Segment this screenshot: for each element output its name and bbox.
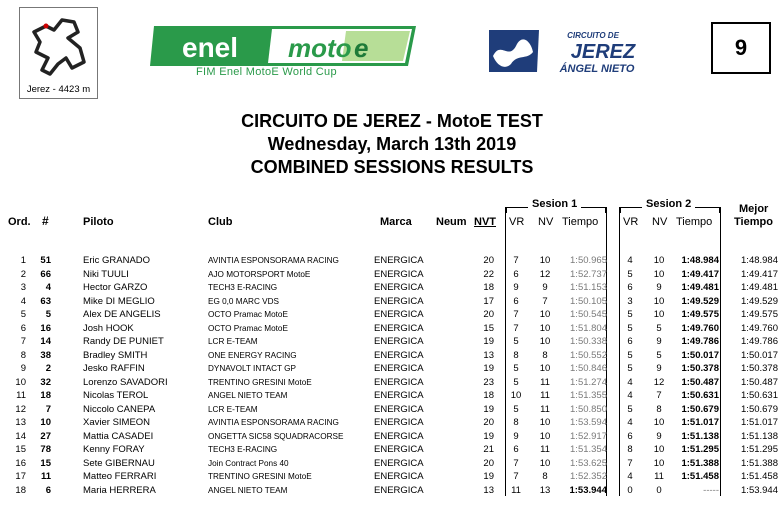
cell-t2: 1:49.481 (681, 282, 719, 293)
cell-nv2: 10 (653, 444, 665, 455)
cell-nvt: 23 (483, 376, 494, 388)
cell-t1: 1:53.594 (570, 417, 607, 428)
col-ord: Ord. (8, 216, 31, 228)
cell-club: LCR E-TEAM (208, 404, 258, 414)
cell-t1: 1:51.355 (570, 390, 607, 401)
cell-vr1: 7 (513, 457, 519, 469)
cell-vr1: 6 (513, 268, 519, 280)
cell-num: 27 (40, 430, 51, 442)
cell-t2: 1:49.575 (681, 309, 719, 320)
cell-nv2: 9 (656, 363, 662, 374)
cell-ord: 3 (20, 282, 26, 293)
cell-num: 38 (40, 349, 51, 361)
cell-ord: 13 (15, 417, 26, 428)
cell-nv1: 11 (540, 376, 550, 388)
cell-piloto: Bradley SMITH (83, 349, 148, 361)
cell-piloto: Matteo FERRARI (83, 471, 157, 482)
cell-t2: 1:50.487 (681, 376, 719, 388)
cell-nv2: 9 (656, 282, 662, 293)
table-row (0, 404, 784, 416)
cell-nvt: 15 (483, 322, 494, 334)
table-row (0, 377, 784, 389)
cell-best: 1:51.138 (741, 430, 778, 442)
cell-t1: 1:50.552 (570, 349, 607, 361)
cell-nv1: 10 (539, 336, 551, 347)
cell-t1: 1:50.338 (570, 336, 607, 347)
cell-vr1: 11 (511, 484, 521, 496)
cell-vr2: 4 (627, 471, 633, 482)
session1-title: Sesion 1 (528, 198, 581, 210)
cell-num: 16 (40, 322, 51, 334)
cell-num: 18 (40, 390, 51, 401)
track-map-box (19, 7, 98, 99)
cell-vr1: 7 (513, 309, 519, 320)
cell-nvt: 18 (483, 390, 494, 401)
cell-vr1: 10 (510, 390, 522, 401)
cell-best: 1:48.984 (741, 255, 778, 266)
cell-club: DYNAVOLT INTACT GP (208, 364, 296, 373)
table-row (0, 471, 784, 483)
table-row (0, 296, 784, 308)
cell-piloto: Niki TUULI (83, 268, 129, 280)
cell-vr2: 4 (627, 376, 633, 388)
cell-nv2: 9 (656, 430, 662, 442)
cell-piloto: Alex DE ANGELIS (83, 309, 161, 320)
cell-t2: 1:49.417 (681, 268, 719, 280)
cell-t1: 1:51.804 (570, 322, 607, 334)
cell-marca: ENERGICA (374, 295, 424, 307)
cell-piloto: Jesko RAFFIN (83, 363, 145, 374)
cell-t2: 1:50.631 (681, 390, 719, 401)
cell-ord: 9 (20, 363, 26, 374)
cell-nv2: 10 (653, 417, 665, 428)
cell-vr1: 5 (513, 363, 519, 374)
cell-num: 78 (40, 444, 51, 455)
col-num: # (42, 214, 49, 228)
cell-t2: 1:51.388 (681, 457, 719, 469)
cell-marca: ENERGICA (374, 322, 424, 334)
table-row (0, 363, 784, 375)
cell-nv2: 5 (656, 349, 662, 361)
table-row (0, 323, 784, 335)
title-line-1: CIRCUITO DE JEREZ - MotoE TEST (241, 111, 543, 131)
cell-best: 1:49.529 (741, 295, 778, 307)
cell-t2: 1:50.017 (681, 349, 719, 361)
cell-club: AJO MOTORSPORT MotoE (208, 269, 311, 279)
cell-num: 32 (40, 376, 51, 388)
cell-vr2: 6 (627, 430, 633, 442)
circuit-small-text: CIRCUITO DE (567, 31, 619, 40)
table-row (0, 350, 784, 362)
cell-vr2: 5 (627, 403, 633, 415)
table-row (0, 485, 784, 497)
cell-t2: 1:51.458 (681, 471, 719, 482)
cell-marca: ENERGICA (374, 336, 424, 347)
cell-vr2: 4 (627, 417, 633, 428)
cell-num: 6 (45, 484, 51, 496)
cell-nv2: 10 (653, 268, 665, 280)
cell-vr1: 9 (513, 282, 519, 293)
cell-vr1: 5 (513, 336, 519, 347)
cell-ord: 18 (15, 484, 26, 496)
cell-num: 63 (40, 295, 51, 307)
cell-num: 66 (40, 268, 51, 280)
cell-vr1: 6 (513, 295, 519, 307)
col-piloto: Piloto (83, 216, 114, 228)
cell-piloto: Maria HERRERA (83, 484, 156, 496)
cell-t1: 1:50.105 (570, 295, 607, 307)
cell-nvt: 19 (483, 336, 494, 347)
table-row (0, 269, 784, 281)
cell-club: TECH3 E-RACING (208, 283, 278, 292)
cell-t1: 1:51.354 (570, 444, 607, 455)
cell-ord: 8 (20, 349, 26, 361)
cell-nv2: 7 (656, 390, 662, 401)
cell-t2: 1:49.786 (681, 336, 719, 347)
cell-nv1: 8 (542, 471, 548, 482)
circuit-sub-text: ÁNGEL NIETO (559, 63, 635, 75)
col-club: Club (208, 216, 233, 228)
cell-nvt: 18 (483, 282, 494, 293)
cell-club: ONE ENERGY RACING (208, 350, 297, 360)
cell-vr1: 7 (513, 471, 519, 482)
cell-t2: 1:50.378 (681, 363, 719, 374)
cell-nvt: 20 (483, 457, 494, 469)
cell-nv1: 11 (540, 390, 550, 401)
s2-tiempo: Tiempo (676, 216, 713, 228)
cell-club: LCR E-TEAM (208, 337, 258, 346)
motoe-wordmark: moto (288, 33, 352, 63)
round-number: 9 (711, 22, 771, 74)
cell-best: 1:49.760 (741, 322, 778, 334)
col-mejor: Mejor (739, 203, 769, 215)
cell-vr2: 4 (627, 255, 633, 266)
cell-num: 4 (45, 282, 51, 293)
cell-nv1: 10 (539, 363, 551, 374)
cell-nvt: 19 (483, 471, 494, 482)
cell-marca: ENERGICA (374, 376, 424, 388)
cell-t2: 1:51.138 (681, 430, 719, 442)
cell-ord: 12 (15, 403, 26, 415)
cell-vr2: 5 (627, 322, 633, 334)
cell-marca: ENERGICA (374, 268, 424, 280)
cell-club: TRENTINO GRESINI MotoE (208, 377, 312, 387)
cell-best: 1:51.017 (741, 417, 778, 428)
cell-marca: ENERGICA (374, 430, 424, 442)
cell-club: AVINTIA ESPONSORAMA RACING (208, 418, 339, 427)
cell-t1: 1:51.274 (570, 376, 607, 388)
cell-nv1: 7 (542, 295, 548, 307)
cell-nv1: 10 (539, 255, 551, 266)
table-row (0, 282, 784, 294)
cell-num: 14 (40, 336, 51, 347)
cell-ord: 17 (15, 471, 26, 482)
cell-ord: 10 (15, 376, 26, 388)
session2-title: Sesion 2 (642, 198, 695, 210)
cell-nv1: 13 (539, 484, 551, 496)
cell-t1: 1:52.352 (570, 471, 607, 482)
cell-marca: ENERGICA (374, 363, 424, 374)
cell-t2: 1:49.760 (681, 322, 719, 334)
cell-vr1: 6 (513, 444, 519, 455)
cell-t2: ----- (703, 484, 719, 496)
cell-club: ANGEL NIETO TEAM (208, 391, 288, 400)
cell-best: 1:53.944 (741, 484, 778, 496)
cell-nv1: 10 (539, 309, 551, 320)
title-line-3: COMBINED SESSIONS RESULTS (250, 157, 534, 177)
cell-nv1: 10 (539, 417, 551, 428)
cell-nvt: 19 (483, 363, 494, 374)
cell-nvt: 13 (483, 349, 494, 361)
cell-ord: 2 (20, 268, 26, 280)
cell-best: 1:49.481 (741, 282, 778, 293)
cell-nv1: 11 (540, 444, 550, 455)
cell-vr2: 6 (627, 336, 633, 347)
cell-t2: 1:49.529 (681, 295, 719, 307)
table-row (0, 417, 784, 429)
table-row (0, 309, 784, 321)
cell-best: 1:50.487 (741, 376, 778, 388)
cell-nv1: 10 (539, 430, 551, 442)
cell-best: 1:50.378 (741, 363, 778, 374)
cell-num: 5 (45, 309, 51, 320)
cell-nvt: 20 (483, 417, 494, 428)
cell-marca: ENERGICA (374, 444, 424, 455)
cell-club: ANGEL NIETO TEAM (208, 485, 288, 495)
cell-nv1: 8 (542, 349, 548, 361)
cell-nv1: 10 (539, 322, 551, 334)
cell-nv1: 10 (539, 457, 551, 469)
enel-subtitle: FIM Enel MotoE World Cup (196, 66, 337, 78)
cell-club: EG 0,0 MARC VDS (208, 296, 279, 306)
s1-nv: NV (538, 216, 554, 228)
cell-t1: 1:53.625 (570, 457, 607, 469)
table-row (0, 458, 784, 470)
cell-piloto: Xavier SIMEON (83, 417, 151, 428)
circuito-jerez-logo (487, 26, 663, 76)
table-row (0, 444, 784, 456)
cell-vr2: 8 (627, 444, 633, 455)
cell-club: AVINTIA ESPONSORAMA RACING (208, 256, 339, 265)
cell-num: 11 (40, 471, 51, 482)
cell-marca: ENERGICA (374, 417, 424, 428)
cell-marca: ENERGICA (374, 282, 424, 293)
cell-piloto: Nicolas TEROL (83, 390, 149, 401)
cell-nv2: 10 (653, 309, 665, 320)
cell-piloto: Hector GARZO (83, 282, 148, 293)
cell-ord: 1 (20, 255, 26, 266)
cell-nv2: 9 (656, 336, 662, 347)
cell-piloto: Niccolo CANEPA (83, 403, 156, 415)
cell-marca: ENERGICA (374, 255, 424, 266)
col-nvt: NVT (474, 216, 496, 228)
cell-piloto: Josh HOOK (83, 322, 134, 334)
cell-nvt: 13 (483, 484, 494, 496)
cell-ord: 14 (15, 430, 26, 442)
cell-club: ONGETTA SIC58 SQUADRACORSE (208, 431, 344, 441)
cell-t1: 1:51.153 (570, 282, 607, 293)
cell-club: OCTO Pramac MotoE (208, 310, 288, 319)
cell-vr2: 4 (627, 390, 633, 401)
cell-nvt: 20 (483, 255, 494, 266)
motoe-e-letter: e (354, 33, 369, 63)
cell-piloto: Sete GIBERNAU (83, 457, 155, 469)
cell-ord: 16 (15, 457, 26, 469)
cell-vr2: 5 (627, 363, 633, 374)
cell-best: 1:51.388 (741, 457, 778, 469)
cell-t1: 1:50.545 (570, 309, 607, 320)
cell-t1: 1:53.944 (569, 484, 607, 496)
cell-t1: 1:52.737 (570, 268, 607, 280)
cell-vr2: 6 (627, 282, 633, 293)
col-marca: Marca (380, 216, 412, 228)
track-caption: Jerez - 4423 m (26, 84, 91, 95)
cell-ord: 5 (20, 309, 26, 320)
s1-vr: VR (509, 216, 525, 228)
table-row (0, 255, 784, 267)
cell-marca: ENERGICA (374, 309, 424, 320)
cell-ord: 15 (15, 444, 26, 455)
cell-vr1: 8 (513, 417, 519, 428)
s2-nv: NV (652, 216, 668, 228)
cell-nv2: 10 (653, 255, 665, 266)
cell-t1: 1:52.917 (570, 430, 607, 442)
table-row (0, 336, 784, 348)
cell-vr1: 9 (513, 430, 519, 442)
cell-ord: 7 (20, 336, 26, 347)
s2-vr: VR (623, 216, 639, 228)
cell-piloto: Kenny FORAY (83, 444, 145, 455)
cell-nvt: 17 (483, 295, 494, 307)
cell-vr2: 5 (627, 268, 633, 280)
cell-t2: 1:50.679 (681, 403, 719, 415)
cell-ord: 4 (20, 295, 26, 307)
cell-nv2: 10 (653, 457, 665, 469)
cell-nv2: 10 (653, 295, 665, 307)
cell-club: Join Contract Pons 40 (208, 458, 289, 468)
cell-num: 2 (45, 363, 51, 374)
cell-nv1: 11 (540, 403, 550, 415)
cell-t1: 1:50.850 (570, 403, 607, 415)
cell-marca: ENERGICA (374, 349, 424, 361)
cell-nvt: 19 (483, 430, 494, 442)
cell-nvt: 19 (483, 403, 494, 415)
track-map-icon (24, 12, 94, 82)
cell-num: 10 (40, 417, 51, 428)
table-row (0, 431, 784, 443)
enel-wordmark: enel (182, 32, 239, 63)
cell-vr1: 7 (513, 255, 519, 266)
cell-nv2: 11 (654, 471, 664, 482)
cell-vr2: 5 (627, 309, 633, 320)
cell-ord: 11 (16, 390, 26, 401)
cell-piloto: Randy DE PUNIET (83, 336, 164, 347)
cell-marca: ENERGICA (374, 484, 424, 496)
circuit-name-text: JEREZ (570, 41, 636, 63)
cell-vr1: 5 (513, 376, 519, 388)
cell-best: 1:49.575 (741, 309, 778, 320)
cell-best: 1:50.631 (741, 390, 778, 401)
cell-piloto: Mattia CASADEI (83, 430, 154, 442)
cell-vr1: 8 (513, 349, 519, 361)
cell-marca: ENERGICA (374, 457, 424, 469)
cell-best: 1:51.458 (741, 471, 778, 482)
cell-piloto: Eric GRANADO (83, 255, 151, 266)
cell-best: 1:49.786 (741, 336, 778, 347)
cell-club: OCTO Pramac MotoE (208, 323, 288, 333)
cell-club: TECH3 E-RACING (208, 445, 278, 454)
cell-num: 15 (40, 457, 51, 469)
col-neum: Neum (436, 216, 467, 228)
table-row (0, 390, 784, 402)
cell-piloto: Mike DI MEGLIO (83, 295, 155, 307)
cell-vr1: 7 (513, 322, 519, 334)
cell-num: 7 (45, 403, 51, 415)
cell-vr2: 0 (627, 484, 633, 496)
cell-nv2: 12 (653, 376, 665, 388)
cell-t1: 1:50.965 (570, 255, 607, 266)
cell-t1: 1:50.846 (570, 363, 607, 374)
cell-best: 1:50.679 (741, 403, 778, 415)
cell-t2: 1:51.017 (681, 417, 719, 428)
cell-best: 1:51.295 (741, 444, 778, 455)
cell-nvt: 21 (483, 444, 494, 455)
cell-vr2: 7 (627, 457, 633, 469)
cell-piloto: Lorenzo SAVADORI (83, 376, 168, 388)
cell-marca: ENERGICA (374, 471, 424, 482)
cell-nv2: 0 (656, 484, 662, 496)
cell-vr2: 3 (627, 295, 633, 307)
cell-vr1: 5 (513, 403, 519, 415)
cell-vr2: 5 (627, 349, 633, 361)
cell-nv2: 8 (656, 403, 662, 415)
cell-best: 1:49.417 (741, 268, 778, 280)
cell-nv1: 12 (539, 268, 551, 280)
cell-marca: ENERGICA (374, 403, 424, 415)
cell-marca: ENERGICA (374, 390, 424, 401)
cell-best: 1:50.017 (741, 349, 778, 361)
cell-nv2: 5 (656, 322, 662, 334)
cell-club: TRENTINO GRESINI MotoE (208, 472, 312, 481)
cell-t2: 1:48.984 (681, 255, 719, 266)
cell-ord: 6 (20, 322, 26, 334)
cell-t2: 1:51.295 (681, 444, 719, 455)
s1-tiempo: Tiempo (562, 216, 599, 228)
cell-num: 51 (40, 255, 51, 266)
cell-nvt: 22 (483, 268, 494, 280)
col-mejor-tiempo: Tiempo (734, 216, 773, 228)
cell-nvt: 20 (483, 309, 494, 320)
title-line-2: Wednesday, March 13th 2019 (267, 134, 517, 154)
cell-nv1: 9 (542, 282, 548, 293)
